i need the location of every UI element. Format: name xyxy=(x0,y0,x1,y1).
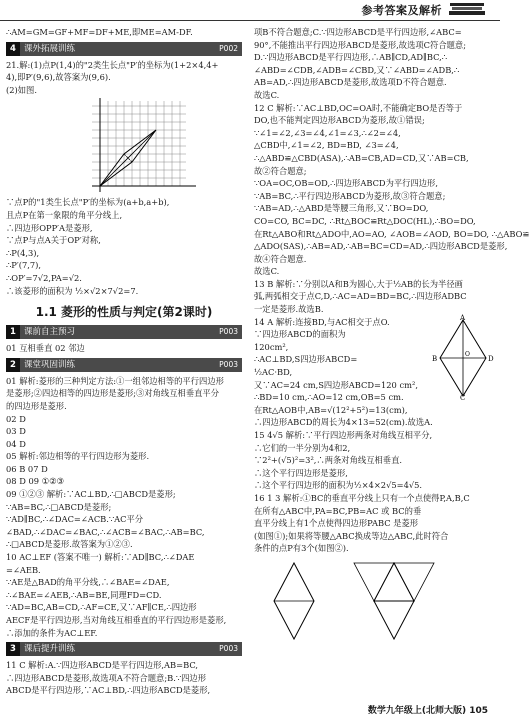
bar-code: P003 xyxy=(219,644,238,654)
bar-label: 课前自主预习 xyxy=(24,327,76,338)
text-line: ∴该菱形的面积为 ½×√2×7√2=7. xyxy=(6,285,139,296)
text-line: ∴P(4,3), xyxy=(6,247,40,258)
text-line: 11 C 解析:A.∵四边形ABCD是平行四边形,AB=BC, xyxy=(6,660,199,671)
text-line: ∵AB=BC,∴□ABCD是菱形; xyxy=(6,501,112,512)
text-line: ∵AE是△BAD的角平分线,∴∠BAE=∠DAE, xyxy=(6,577,170,588)
text-line: ∴四边形OPP′A是菱形, xyxy=(6,222,93,233)
section-bar-preview xyxy=(6,325,242,339)
text-line: 13 B 解析:∵分别以A和B为圆心,大于½AB的长为半径画 xyxy=(254,278,463,289)
text-line: ∵AB=AD,∴△ABD是等腰三角形,又∵BO=DO, xyxy=(254,203,429,214)
text-line: ∴它们的一半分别为4和2, xyxy=(254,442,351,453)
bar-label: 课堂巩固训练 xyxy=(24,359,76,370)
text-line: ∵2²+(√5)²=3²,∴两条对角线互相垂直. xyxy=(254,455,403,466)
right-column xyxy=(254,26,529,653)
text-line: ∴这个平行四边形是菱形, xyxy=(254,467,348,478)
text-line: △ADO(SAS),∴AB=AD,∴AB=BC=CD=AD,∴四边形ABCD是菱形, xyxy=(254,241,508,252)
text-line: ∴BD=10 cm,∴AO=12 cm,OB=5 cm. xyxy=(254,392,404,403)
text-line: ∴AC⊥BD,S四边形ABCD= xyxy=(254,354,358,365)
header-title: 参考答案及解析 xyxy=(361,4,442,17)
text-line: 05 解析:邻边相等的平行四边形为菱形. xyxy=(6,451,150,462)
text-line: D.∵四边形ABCD是平行四边形,∴AB∥CD,AD∥BC,∴ xyxy=(254,52,448,63)
text-line: ∴这个平行四边形的面积为½×4×2√5=4√5. xyxy=(254,480,423,491)
text-line: 直平分线上有1个点使得四边形PABC 是菱形 xyxy=(254,518,419,529)
text-line: 14 A 解析:连接BD,与AC相交于点O. xyxy=(254,316,390,327)
text-line: ∴□ABCD是菱形.故答案为①②③. xyxy=(6,539,133,550)
text-line: ∵AD=BC,AB=CD,∴AF=CE,又∵AF∥CE,∴四边形 xyxy=(6,602,197,613)
text-line: △CBD中,∠1=∠2, BD=BD, ∠3=∠4, xyxy=(254,140,399,151)
label-d: D xyxy=(488,354,494,363)
text-line: AB=AD,∴四边形ABCD是菱形,故选项D不符合题意. xyxy=(254,77,447,88)
page-footer: 数学九年级上(北师大版) 105 xyxy=(367,706,488,716)
bar-number: 1 xyxy=(6,325,20,339)
text-line: ∵四边形ABCD的面积为 xyxy=(254,329,346,340)
text-line: 是菱形;②四边相等的四边形是菱形;③对角线互相垂直平分 xyxy=(6,388,220,399)
text-line: ∵AB=BC,∴平行四边形ABCD为菱形,故③符合题意; xyxy=(254,190,446,201)
bar-label: 课后提升训练 xyxy=(24,644,76,655)
text-line: (如图①);如果将等腰△ABC换成等边△ABC,此时符合 xyxy=(254,530,449,541)
text-line: ∴OP′=7√2,PA=√2. xyxy=(6,272,82,283)
bar-number: 2 xyxy=(6,358,20,372)
text-line: 的四边形是菱形. xyxy=(6,400,67,411)
text-line: 02 D xyxy=(6,413,26,424)
text-line: 条件的点P有3个(如图②). xyxy=(254,543,349,554)
text-line: DO,也不能判定四边形ABCD为菱形,故①错误; xyxy=(254,115,425,126)
text-line: 09 ①②③ 解析:∵AC⊥BD,∴□ABCD是菱形; xyxy=(6,489,176,500)
bar-number: 3 xyxy=(6,642,20,656)
problem-14 xyxy=(254,313,494,429)
text-line: 01 解析:菱形的三种判定方法:①一组邻边相等的平行四边形 xyxy=(6,375,224,386)
text-line: ∴四边形ABCD是菱形,故选项A不符合题意;B.∵四边形 xyxy=(6,672,207,683)
text-line: CO=CO, BC=DC, ∴Rt△BOC≌Rt△DOC(HL),∴BO=DO, xyxy=(254,215,476,226)
bar-code: P003 xyxy=(219,327,238,337)
text-line: 项B不符合题意;C.∵四边形ABCD是平行四边形,∠ABC= xyxy=(254,27,462,37)
text-line: ∠BAD,∴∠DAC=∠BAC,∴∠ACB=∠BAC,∴AB=BC, xyxy=(6,526,205,537)
text-line: 120cm², xyxy=(254,341,289,352)
section-bar-practice xyxy=(6,358,242,372)
bar-number: 4 xyxy=(6,42,20,56)
text-line: 16 1 3 解析:①BC的垂直平分线上只有一个点使得P,A,B,C xyxy=(254,492,470,503)
text-line: ∴添加的条件为AC⊥EF. xyxy=(6,627,98,638)
text-line: ∵∠1=∠2,∠3=∠4,∠1=∠3,∴∠2=∠4, xyxy=(254,127,401,138)
section-bar-extension xyxy=(6,42,242,56)
rhombus-figure xyxy=(432,313,494,402)
text-line: 弧,两弧相交于点C,D,∴AC=AD=BD=BC,∴四边形ADBC xyxy=(254,291,467,302)
bar-label: 课外拓展训练 xyxy=(24,43,76,54)
text-line: 03 D xyxy=(6,426,26,437)
text-line: 在所有△ABC中,PA=BC,PB=AC 或 BC的垂 xyxy=(254,505,422,516)
text-line: ½AC·BD, xyxy=(254,367,293,378)
text-line: 10 AC⊥EF (答案不唯一) 解析:∵AD∥BC,∴∠DAE xyxy=(6,552,195,563)
text-line: 在Rt△AOB中,AB=√(12²+5²)=13(cm), xyxy=(254,404,408,415)
text-line: ∵点P与点A关于OP′对称, xyxy=(6,235,101,246)
text-line: 故选C. xyxy=(254,89,280,100)
text-line: 故②符合题意; xyxy=(254,165,307,176)
text-line: ABCD是平行四边形,∵AC⊥BD,∴四边形ABCD是菱形, xyxy=(6,685,211,696)
text-line: ∴∠BAE=∠AEB,∴AB=BE,同理FD=CD. xyxy=(6,589,162,600)
text-line: 故选C. xyxy=(254,266,280,277)
books-icon xyxy=(448,1,486,17)
bar-code: P003 xyxy=(219,359,238,369)
text-line: 15 4√5 解析:∵平行四边形两条对角线互相平分, xyxy=(254,430,433,440)
label-o: O xyxy=(465,350,470,358)
text-line: AECF是平行四边形,当对角线互相垂直的平行四边形是菱形, xyxy=(6,615,227,625)
text-line: ∴△ABD≌△CBD(ASA),∴AB=CB,AD=CD,又∵AB=CB, xyxy=(254,152,469,163)
text-line: 90°,不能推出平行四边形ABCD是菱形,故选项C符合题意; xyxy=(254,39,467,50)
text-line: (2)如图. xyxy=(6,84,37,95)
text-line: 01 互相垂直 02 邻边 xyxy=(6,343,85,354)
figures-16 xyxy=(254,555,474,653)
text-line: ∵AD∥BC,∴∠DAC=∠ACB.∵AC平分 xyxy=(6,514,144,525)
text-line: ∴四边形ABCD的周长为4×13=52(cm).故选A. xyxy=(254,417,433,428)
text-line: 4),即P′(9,6),故答案为(9,6). xyxy=(6,72,111,83)
text-line: 一定是菱形.故选B. xyxy=(254,304,324,315)
label-b: B xyxy=(432,354,438,363)
text-line: 在Rt△ABO和Rt△ADO中,AO=AO, ∠AOB=∠AOD, BO=DO, ∴△ABO≌ xyxy=(254,228,529,239)
text-line: 08 D 09 ①②③ xyxy=(6,476,64,487)
text-line: =∠AEB. xyxy=(6,564,41,575)
text-line: ∠ABD=∠CDB,∠ADB=∠CBD,又∵∠ABD=∠ADB,∴ xyxy=(254,64,460,75)
text-line: 12 C 解析:∵AC⊥BD,OC=OA时,不能确定BO是否等于 xyxy=(254,102,463,113)
text-line: ∵OA=OC,OB=OD,∴四边形ABCD为平行四边形, xyxy=(254,178,438,189)
text-line: 且点P在第一象限的角平分线上, xyxy=(6,209,123,220)
bar-code: P002 xyxy=(219,43,238,53)
text-line: ∴AM=GM=GF+MF=DF+ME,即ME=AM-DF. xyxy=(6,27,193,37)
text-line: 06 B 07 D xyxy=(6,463,48,474)
text-line: 又∵AC=24 cm,S四边形ABCD=120 cm², xyxy=(254,379,418,390)
left-column xyxy=(6,26,242,697)
text-line: ∵点P的"1类生长点"P′的坐标为(a+b,a+b), xyxy=(6,197,170,208)
section-title: 1.1 菱形的性质与判定(第2课时) xyxy=(35,305,213,320)
section-bar-improvement xyxy=(6,642,242,656)
grid-figure xyxy=(86,96,206,196)
text-line: 21.解:(1)点P(1,4)的"2类生长点"P′的坐标为(1+2×4,4+ xyxy=(6,59,219,70)
text-line: 04 D xyxy=(6,438,26,449)
text-line: ∴P′(7,7), xyxy=(6,260,42,271)
page-header xyxy=(0,0,500,21)
text-line: 故④符合题意. xyxy=(254,253,307,264)
label-c: C xyxy=(460,393,466,402)
label-a: A xyxy=(460,313,466,322)
